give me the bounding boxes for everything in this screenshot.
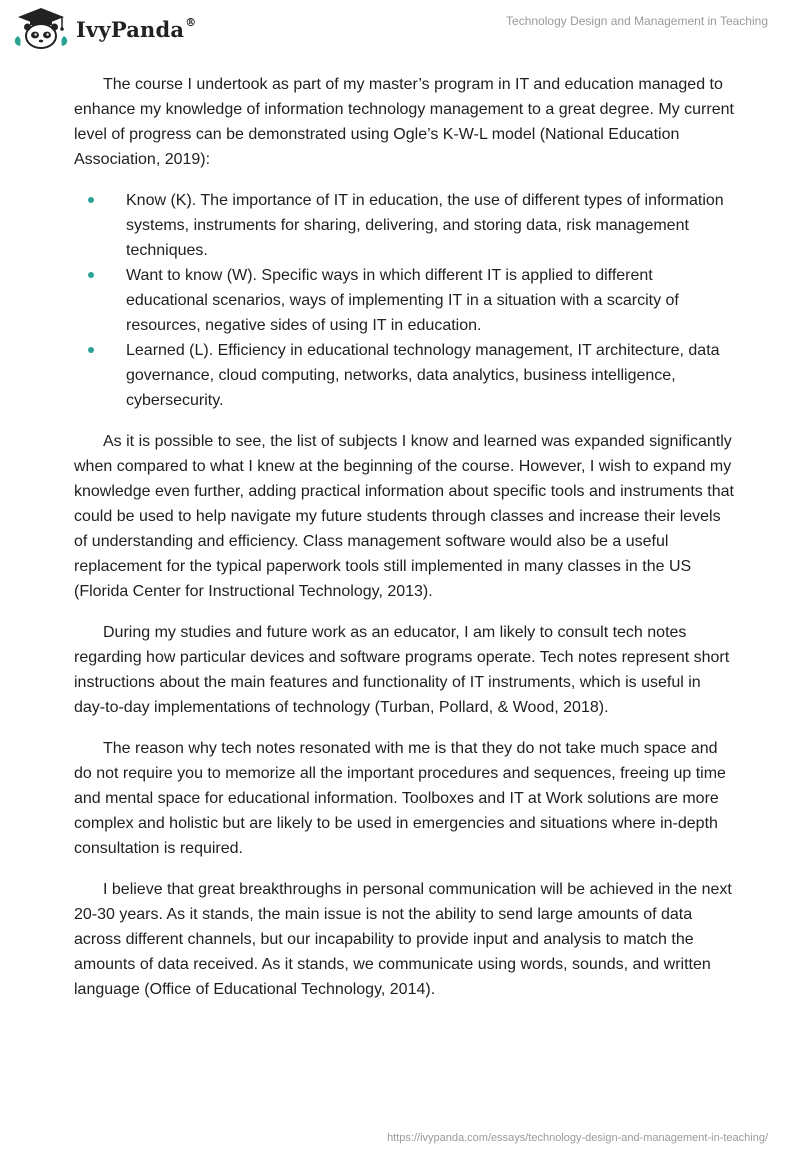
list-item [74,338,734,413]
brand-name: IvyPanda® [76,15,197,42]
essay-body [74,72,734,1018]
bullet-icon [88,272,94,278]
list-item-text: Know (K). The importance of IT in education, the use of different types of information systems, instruments for sharing, delivering, and storing data, risk management techniques. [126,192,724,259]
body-paragraph: During my studies and future work as an educator, I am likely to consult tech notes regarding how particular devices and software programs operate. Tech notes represent short instructions about the main features and functionality of IT instruments, which is useful in day-to-day implementations of technology (Turban, Pollard, & Wood, 2018). [74,624,730,716]
list-item [74,263,734,338]
body-paragraph: I believe that great breakthroughs in personal communication will be achieved in the next 20-30 years. As it stands, the main issue is not the ability to send large amounts of data across different channels, but our incapability to provide input and analysis to match the amounts of data received. As it stands, we communicate using words, sounds, and written language (Office of Educational Technology, 2014). [74,881,732,998]
list-item [74,188,734,263]
body-paragraph: The reason why tech notes resonated with me is that they do not take much space and do not require you to memorize all the important procedures and sequences, freeing up time and mental space for educational information. Toolboxes and IT at Work solutions are more complex and holistic but are likely to be used in emergencies and situations where in-depth consultation is required. [74,740,726,857]
body-paragraph: As it is possible to see, the list of subjects I know and learned was expanded significantly when compared to what I knew at the beginning of the course. However, I wish to expand my knowledge even further, adding practical information about specific tools and instruments that could be used to help navigate my future students through classes and increase their levels of understanding and efficiency. Class management software would also be a useful replacement for the typical paperwork tools still implemented in many classes in the US (Florida Center for Instructional Technology, 2013). [74,433,734,600]
intro-paragraph: The course I undertook as part of my master’s program in IT and education managed to enhance my knowledge of information technology management to a great degree. My current level of progress can be demonstrated using Ogle’s K-W-L model (National Education Association, 2019): [74,76,734,168]
bullet-icon [88,347,94,353]
list-item-text: Want to know (W). Specific ways in which different IT is applied to different educational scenarios, ways of implementing IT in a situation with a scarcity of resources, negative sides of using IT in education. [126,267,679,334]
source-url[interactable]: https://ivypanda.com/essays/technology-design-and-management-in-teaching/ [387,1132,768,1144]
bullet-icon [88,197,94,203]
list-item-text: Learned (L). Efficiency in educational technology management, IT architecture, data governance, cloud computing, networks, data analytics, business intelligence, cybersecurity. [126,342,720,409]
panda-graduate-icon [12,6,70,50]
ivypanda-logo[interactable] [12,6,196,50]
document-title: Technology Design and Management in Teaching [506,14,768,28]
kwl-list [74,188,734,413]
page-header [0,0,800,60]
